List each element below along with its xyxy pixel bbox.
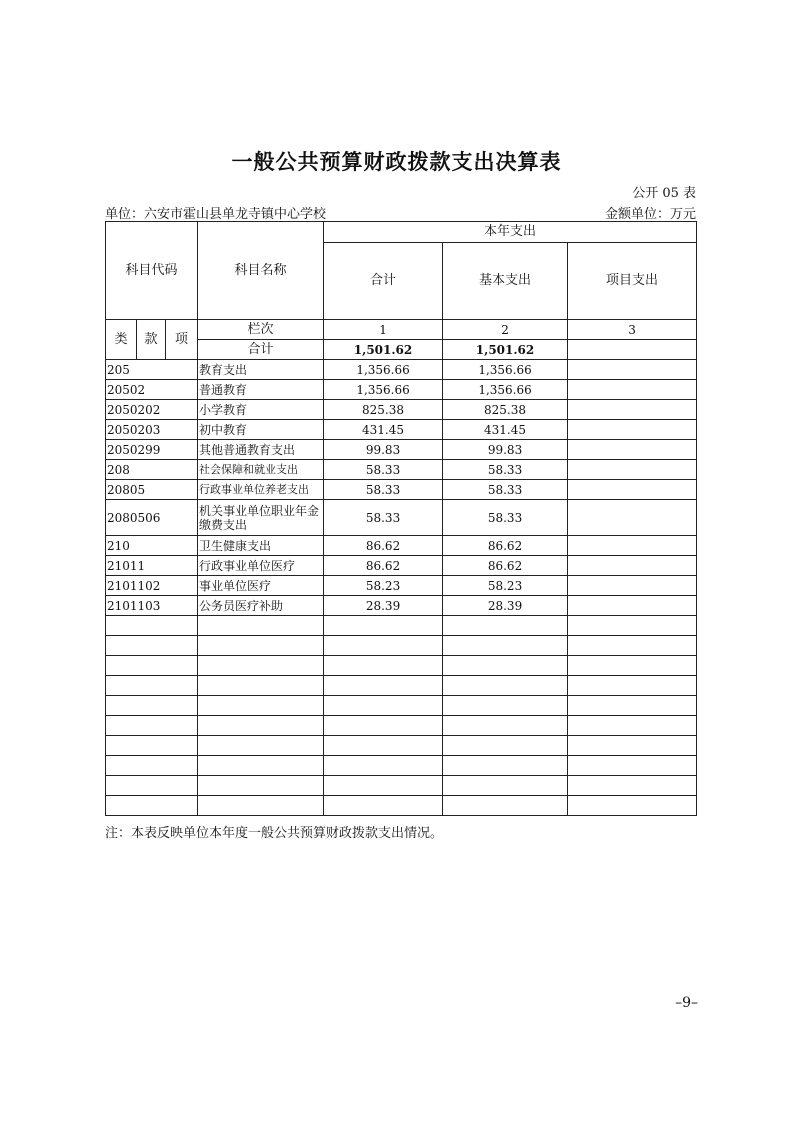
row-code: 20805 [106,480,198,500]
row-total: 1,356.66 [324,360,443,380]
table-row [106,380,697,400]
empty-cell [443,636,568,656]
row-total: 86.62 [324,556,443,576]
empty-cell [568,736,697,756]
sum-project [568,340,697,360]
row-project [568,576,697,596]
unit-label: 单位：六安市霍山县单龙寺镇中心学校 [105,207,327,222]
empty-cell [568,776,697,796]
empty-cell [198,696,324,716]
table-row [106,556,697,576]
row-total: 58.33 [324,460,443,480]
row-code: 2101103 [106,596,198,616]
sum-label: 合计 [198,340,324,360]
empty-row [106,676,697,696]
empty-cell [568,696,697,716]
empty-cell [106,696,198,716]
table-row [106,480,697,500]
empty-cell [198,796,324,816]
empty-cell [198,756,324,776]
table-row [106,500,697,536]
row-code: 21011 [106,556,198,576]
row-project [568,596,697,616]
row-total: 58.33 [324,480,443,500]
header-kuan: 款 [137,320,166,360]
column-number-3: 3 [568,320,697,340]
amount-unit-label: 金额单位：万元 [604,207,696,222]
table-row [106,596,697,616]
empty-cell [443,656,568,676]
row-project [568,420,697,440]
row-project [568,556,697,576]
empty-cell [443,776,568,796]
header-current-year: 本年支出 [324,222,697,243]
page-title: 一般公共预算财政拨款支出决算表 [231,149,562,174]
empty-cell [106,636,198,656]
row-code: 2080506 [106,500,198,536]
row-project [568,360,697,380]
empty-cell [106,756,198,776]
row-name: 其他普通教育支出 [198,440,324,460]
row-name: 公务员医疗补助 [198,596,324,616]
empty-cell [568,636,697,656]
empty-cell [568,616,697,636]
row-project [568,380,697,400]
empty-cell [443,736,568,756]
row-name: 卫生健康支出 [198,536,324,556]
empty-row [106,756,697,776]
row-name: 小学教育 [198,400,324,420]
row-basic: 431.45 [443,420,568,440]
column-number-1: 1 [324,320,443,340]
empty-cell [568,676,697,696]
row-name: 教育支出 [198,360,324,380]
header-lei: 类 [106,320,137,360]
empty-row [106,636,697,656]
row-name: 事业单位医疗 [198,576,324,596]
row-code: 210 [106,536,198,556]
row-total: 825.38 [324,400,443,420]
empty-cell [443,796,568,816]
row-basic: 58.23 [443,576,568,596]
empty-cell [106,656,198,676]
empty-cell [324,756,443,776]
empty-cell [324,736,443,756]
empty-cell [198,716,324,736]
empty-cell [568,656,697,676]
empty-cell [198,676,324,696]
row-total: 86.62 [324,536,443,556]
row-project [568,480,697,500]
header-basic: 基本支出 [443,243,568,320]
empty-cell [324,616,443,636]
empty-row [106,696,697,716]
empty-cell [106,776,198,796]
empty-cell [106,676,198,696]
empty-cell [198,776,324,796]
header-total: 合计 [324,243,443,320]
empty-row [106,616,697,636]
row-name: 行政事业单位医疗 [198,556,324,576]
row-project [568,536,697,556]
row-code: 20502 [106,380,198,400]
row-project [568,400,697,420]
row-basic: 58.33 [443,460,568,480]
table-row [106,420,697,440]
table-row [106,440,697,460]
row-basic: 28.39 [443,596,568,616]
empty-cell [106,736,198,756]
empty-row [106,716,697,736]
row-name: 普通教育 [198,380,324,400]
empty-row [106,656,697,676]
table-row [106,536,697,556]
sum-basic: 1,501.62 [443,340,568,360]
header-lanci: 栏次 [198,320,324,340]
row-total: 58.23 [324,576,443,596]
page-number: –9– [675,995,698,1011]
footnote: 注：本表反映单位本年度一般公共预算财政拨款支出情况。 [105,826,444,841]
empty-cell [324,636,443,656]
empty-cell [198,736,324,756]
empty-cell [198,656,324,676]
empty-cell [568,796,697,816]
row-total: 28.39 [324,596,443,616]
header-subject-code: 科目代码 [106,222,198,320]
empty-row [106,776,697,796]
sum-total: 1,501.62 [324,340,443,360]
empty-cell [106,716,198,736]
row-name: 社会保障和就业支出 [198,460,324,480]
row-total: 1,356.66 [324,380,443,400]
table-row [106,576,697,596]
empty-row [106,796,697,816]
empty-cell [568,716,697,736]
table-row [106,460,697,480]
row-basic: 99.83 [443,440,568,460]
empty-cell [198,616,324,636]
header-subject-name: 科目名称 [198,222,324,320]
empty-cell [324,656,443,676]
empty-cell [324,796,443,816]
empty-cell [198,636,324,656]
row-code: 2050203 [106,420,198,440]
row-basic: 1,356.66 [443,360,568,380]
table-row [106,400,697,420]
row-basic: 86.62 [443,556,568,576]
row-total: 58.33 [324,500,443,536]
row-code: 2050202 [106,400,198,420]
empty-cell [324,676,443,696]
empty-cell [106,616,198,636]
row-name: 机关事业单位职业年金缴费支出 [198,500,324,536]
empty-cell [324,696,443,716]
row-code: 208 [106,460,198,480]
row-total: 99.83 [324,440,443,460]
row-project [568,440,697,460]
header-xiang: 项 [166,320,198,360]
empty-cell [443,756,568,776]
row-total: 431.45 [324,420,443,440]
empty-cell [106,796,198,816]
row-basic: 825.38 [443,400,568,420]
empty-cell [324,776,443,796]
row-name: 初中教育 [198,420,324,440]
empty-cell [443,616,568,636]
form-number: 公开 05 表 [632,186,696,201]
empty-cell [443,696,568,716]
row-basic: 58.33 [443,480,568,500]
row-name: 行政事业单位养老支出 [198,480,324,500]
empty-cell [443,716,568,736]
row-code: 205 [106,360,198,380]
row-basic: 86.62 [443,536,568,556]
empty-cell [324,716,443,736]
row-basic: 58.33 [443,500,568,536]
row-project [568,500,697,536]
empty-cell [443,676,568,696]
column-number-2: 2 [443,320,568,340]
empty-row [106,736,697,756]
row-code: 2050299 [106,440,198,460]
row-basic: 1,356.66 [443,380,568,400]
row-code: 2101102 [106,576,198,596]
empty-cell [568,756,697,776]
expenditure-table [105,221,697,816]
row-project [568,460,697,480]
header-project: 项目支出 [568,243,697,320]
table-row [106,360,697,380]
